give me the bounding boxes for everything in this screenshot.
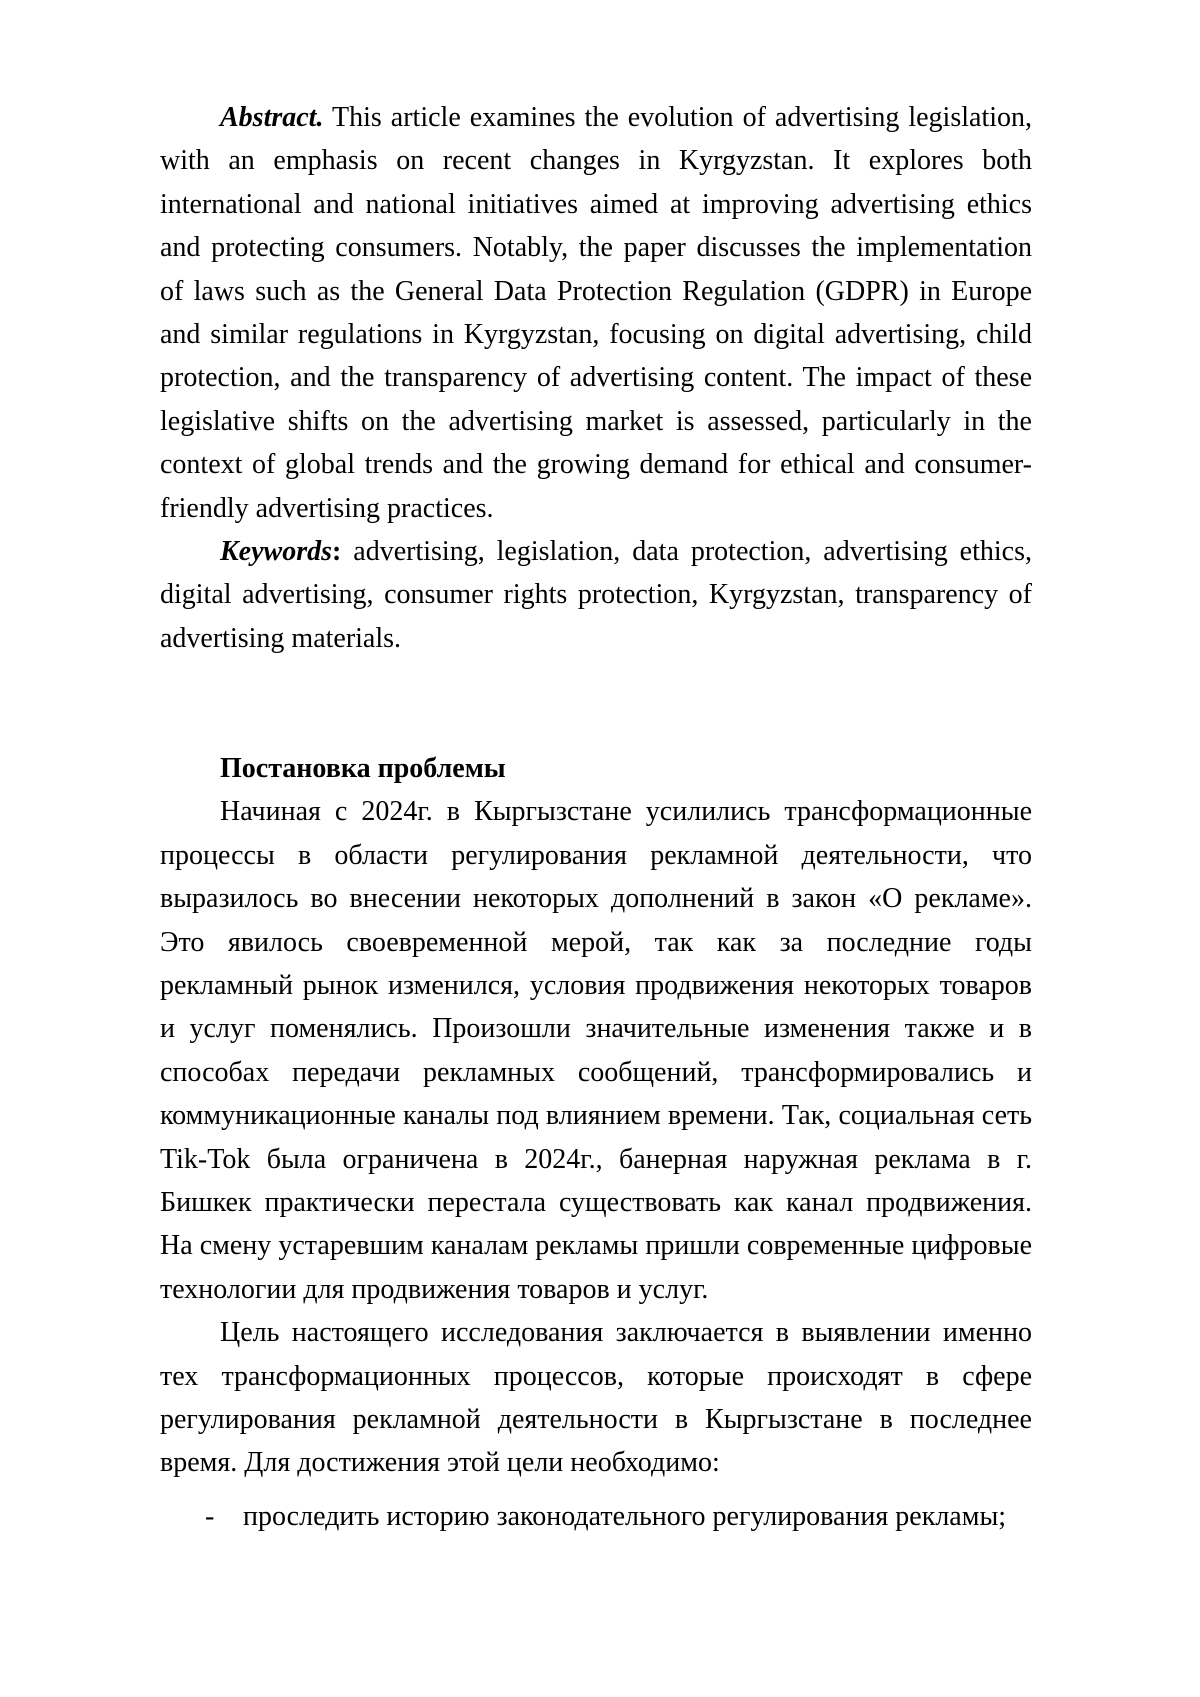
keywords-text: advertising, legislation, data protection, advertising ethics, digital advertising, consumer rights protection, Kyrgyzstan, transparency of advertising materials. [160,535,1032,654]
body-paragraph-2: Цель настоящего исследования заключается в выявлении именно тех трансформационных процессов, которые происходят в сфере регулирования рекламной деятельности в Кыргызстане в последнее время. Для достижения этой цели необходимо: [160,1317,1032,1479]
keywords-label: Keywords [220,535,332,567]
list-item-text: проследить историю законодательного регулирования рекламы; [243,1500,1007,1532]
list-item [160,1495,1032,1538]
task-list [160,1495,1032,1538]
section-heading: Постановка проблемы [220,753,506,785]
keywords-paragraph [160,530,1032,660]
abstract-label: Abstract. [220,102,324,133]
abstract-text: This article examines the evolution of advertising legislation, with an emphasis on recent changes in Kyrgyzstan. It explores both international and national initiatives aimed at improving advertising ethics and protecting consumers. Notably, the paper discusses the implementation of laws such as the General Data Protection Regulation (GDPR) in Europe and similar regulations in Kyrgyzstan, focusing on digital advertising, child protection, and the transparency of advertising content. The impact of these legislative shifts on the advertising market is assessed, particularly in the context of global trends and the growing demand for ethical and consumer-friendly advertising practices. [160,102,1032,524]
body-paragraph-1: Начиная с 2024г. в Кыргызстане усилились трансформационные процессы в области регулирования рекламной деятельности, что выразилось во внесении некоторых дополнений в закон «О рекламе». Это явилось своевременной мерой, так как за последние годы рекламный рынок изменился, условия продвижения некоторых товаров и услуг поменялись. Произошли значительные изменения также и в способах передачи рекламных сообщений, трансформировались и коммуникационные каналы под влиянием времени. Так, социальная сеть Tik-Tok была ограничена в 2024г., банерная наружная реклама в г. Бишкек практически перестала существовать как канал продвижения. На смену устаревшим каналам рекламы пришли современные цифровые технологии для продвижения товаров и услуг. [160,796,1032,1305]
list-item-marker: - [205,1500,215,1532]
abstract-paragraph [160,96,1032,530]
keywords-colon: : [332,535,342,567]
